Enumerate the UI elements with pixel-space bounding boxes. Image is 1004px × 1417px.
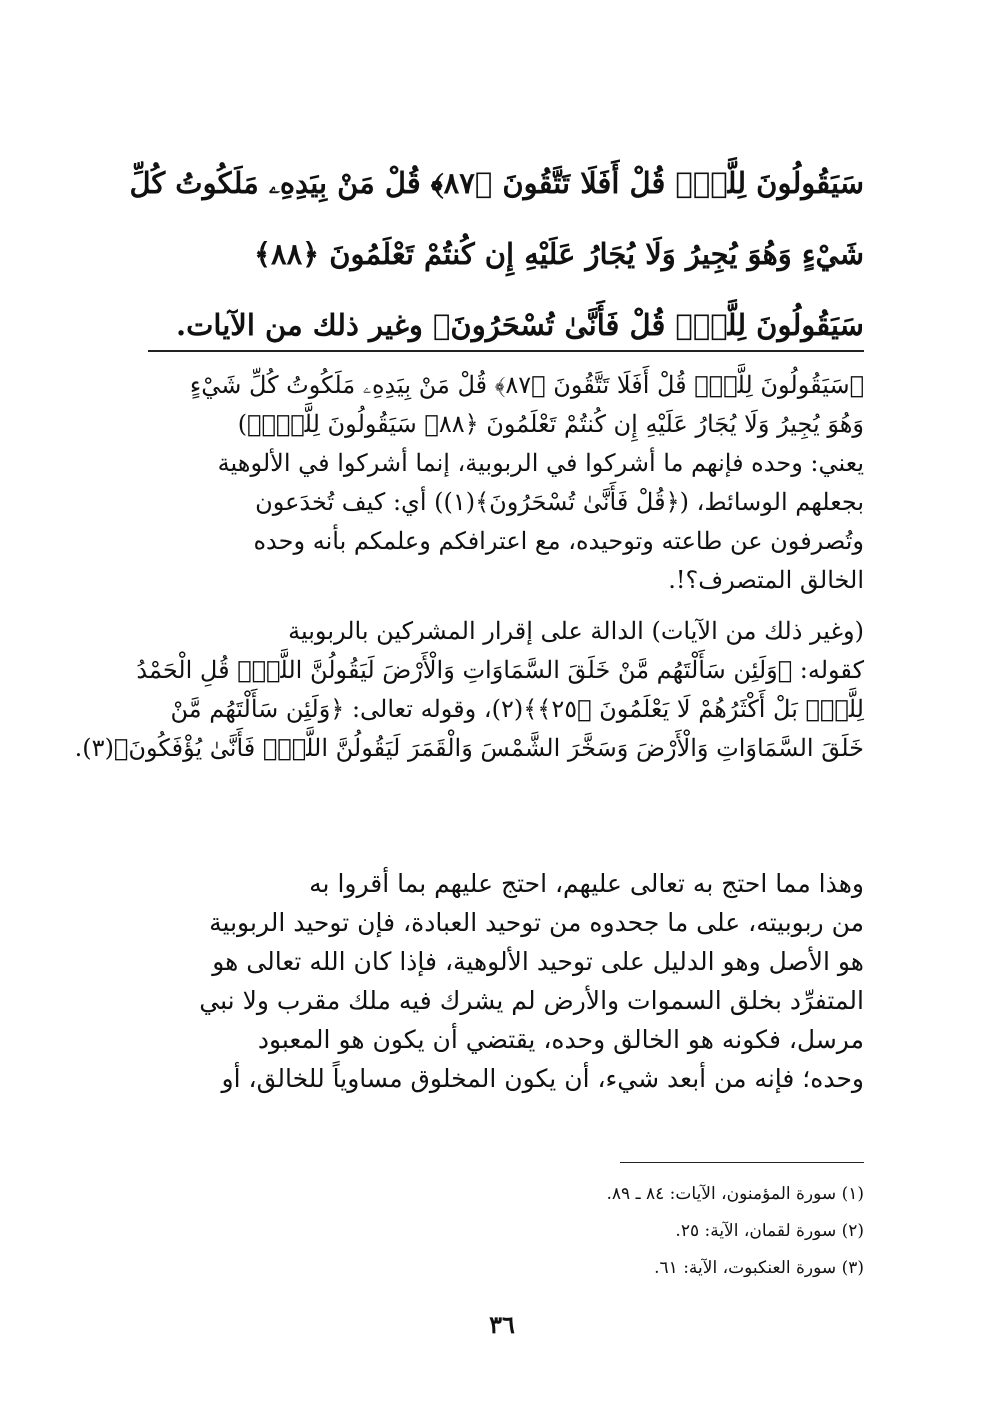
commentary-line: الخالق المتصرف؟!. <box>668 566 864 594</box>
commentary-line: خَلَقَ السَّمَاوَاتِ وَالْأَرْضَ وَسَخَّرَ الشَّمْسَ وَالْقَمَرَ لَيَقُولُنَّ اللَّهُۖ فَأَنَّىٰ يُؤْفَكُونَ﴾(٣). <box>74 734 864 762</box>
commentary-line: لِلَّهِۚ بَلْ أَكْثَرُهُمْ لَا يَعْلَمُونَ ﴿٢٥﴾﴾(٢)، وقوله تعالى: ﴿وَلَئِن سَأَلْتَهُم مَّنْ <box>170 695 864 723</box>
commentary-line: وتُصرفون عن طاعته وتوحيده، مع اعترافكم وعلمكم بأنه وحده <box>253 527 864 555</box>
commentary-line: ﴿سَيَقُولُونَ لِلَّهِۚ قُلْ أَفَلَا تَتَّقُونَ ﴿٨٧﴾ قُلْ مَنْ بِيَدِهِۦ مَلَكُوتُ كُلِّ شَيْءٍ <box>189 371 864 399</box>
commentary-block <box>74 366 864 768</box>
quran-quote-block <box>129 148 864 361</box>
footnote-divider <box>620 1162 864 1163</box>
footnote-2: (٢) سورة لقمان، الآية: ٢٥. <box>675 1221 864 1241</box>
footnote-3: (٣) سورة العنكبوت، الآية: ٦١. <box>654 1258 864 1278</box>
quote-line: سَيَقُولُونَ لِلَّهِۚ قُلْ أَفَلَا تَتَّقُونَ ﴿٨٧﴾ قُلْ مَنْ بِيَدِهِۦ مَلَكُوتُ كُلِّ <box>129 166 864 200</box>
quote-line: سَيَقُولُونَ لِلَّهِۚ قُلْ فَأَنَّىٰ تُسْحَرُونَ﴾ وغير ذلك من الآيات. <box>176 308 864 342</box>
main-text-block <box>148 864 864 1098</box>
commentary-line: وَهُوَ يُجِيرُ وَلَا يُجَارُ عَلَيْهِ إِن كُنتُمْ تَعْلَمُونَ ﴿٨٨﴾ سَيَقُولُونَ لِلَّهِۚ﴾) <box>237 410 864 438</box>
main-text-line: وهذا مما احتج به تعالى عليهم، احتج عليهم بما أقروا به <box>309 869 864 898</box>
main-text-line: المتفرِّد بخلق السموات والأرض لم يشرك فيه ملك مقرب ولا نبي <box>199 986 864 1015</box>
main-text-line: مرسل، فكونه هو الخالق وحده، يقتضي أن يكون هو المعبود <box>257 1025 864 1054</box>
main-text-line: من ربوبيته، على ما جحدوه من توحيد العبادة، فإن توحيد الربوبية <box>209 908 864 937</box>
commentary-line: (وغير ذلك من الآيات) الدالة على إقرار المشركين بالربوبية <box>288 617 864 645</box>
commentary-line: يعني: وحده فإنهم ما أشركوا في الربوبية، إنما أشركوا في الألوهية <box>217 449 864 477</box>
section-divider <box>148 350 864 352</box>
main-text-line: وحده؛ فإنه من أبعد شيء، أن يكون المخلوق مساوياً للخالق، أو <box>221 1064 864 1093</box>
footnote-1: (١) سورة المؤمنون، الآيات: ٨٤ ـ ٨٩. <box>606 1184 864 1204</box>
commentary-line: بجعلهم الوسائط، (﴿قُلْ فَأَنَّىٰ تُسْحَرُونَ﴾(١)) أي: كيف تُخدَعون <box>255 488 864 516</box>
commentary-line: كقوله: ﴿وَلَئِن سَأَلْتَهُم مَّنْ خَلَقَ السَّمَاوَاتِ وَالْأَرْضَ لَيَقُولُنَّ اللَّهُۚ قُلِ الْحَمْدُ <box>136 656 864 684</box>
main-text-line: هو الأصل وهو الدليل على توحيد الألوهية، فإذا كان الله تعالى هو <box>212 947 864 976</box>
footnotes <box>420 1176 864 1287</box>
quote-line: شَيْءٍ وَهُوَ يُجِيرُ وَلَا يُجَارُ عَلَيْهِ إِن كُنتُمْ تَعْلَمُونَ ﴿٨٨﴾ <box>254 237 864 271</box>
page-number: ٣٦ <box>489 1310 515 1339</box>
